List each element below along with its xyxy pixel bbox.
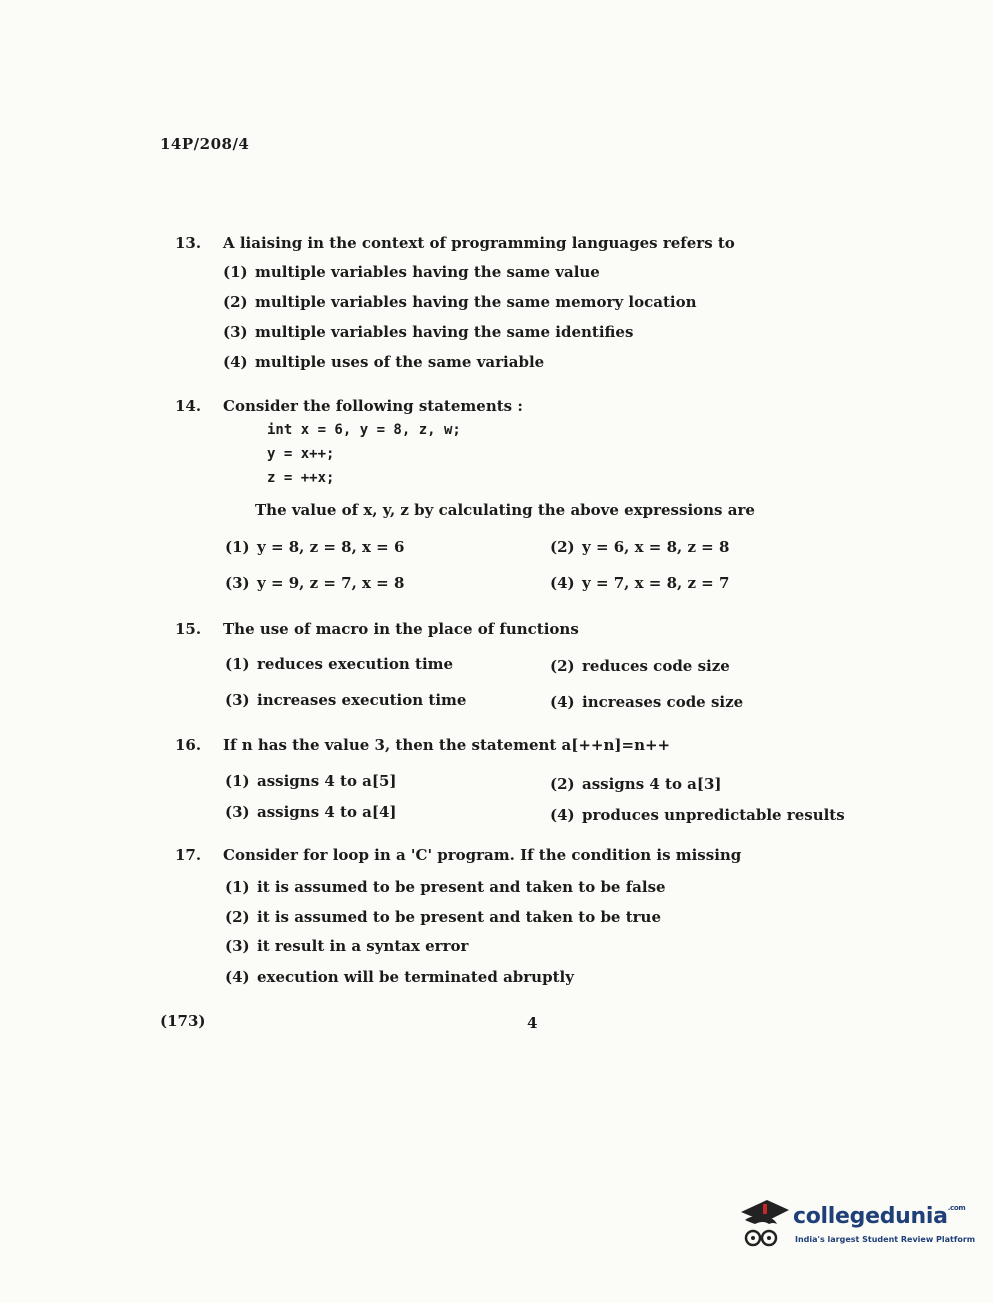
option-4: (4) execution will be terminated abruptly xyxy=(225,968,574,986)
option-3: (3) it result in a syntax error xyxy=(225,937,469,955)
question-followup: The value of x, y, z by calculating the above expressions are xyxy=(255,501,755,519)
option-2: (2) it is assumed to be present and taken to be true xyxy=(225,908,661,926)
page-number: 4 xyxy=(527,1014,538,1032)
code-line-3: z = ++x; xyxy=(267,470,335,486)
option-1: (1) it is assumed to be present and taken to be false xyxy=(225,878,666,896)
code-line-1: int x = 6, y = 8, z, w; xyxy=(267,422,461,438)
option-2: (2) reduces code size xyxy=(550,657,730,675)
logo-tagline: India's largest Student Review Platform xyxy=(795,1235,976,1244)
option-3: (3) increases execution time xyxy=(225,691,467,709)
option-4: (4) produces unpredictable results xyxy=(550,806,845,824)
option-3: (3) y = 9, z = 7, x = 8 xyxy=(225,574,405,592)
question-text: The use of macro in the place of functions xyxy=(223,620,579,638)
logo-wordmark: collegedunia$^{.com}$ xyxy=(793,1204,966,1229)
question-text: If n has the value 3, then the statement a[++n]=n++ xyxy=(223,736,671,754)
footer-code: (173) xyxy=(160,1012,206,1030)
question-number: 15. xyxy=(175,620,202,638)
option-2: (2) y = 6, x = 8, z = 8 xyxy=(550,538,730,556)
option-1: (1) y = 8, z = 8, x = 6 xyxy=(225,538,405,556)
question-number: 16. xyxy=(175,736,202,754)
code-line-2: y = x++; xyxy=(267,446,335,462)
option-1: (1) assigns 4 to a[5] xyxy=(225,772,397,790)
option-2: (2) assigns 4 to a[3] xyxy=(550,775,722,793)
option-4: (4) y = 7, x = 8, z = 7 xyxy=(550,574,730,592)
option-1: (1) reduces execution time xyxy=(225,655,454,673)
question-text: Consider for loop in a 'C' program. If the condition is missing xyxy=(223,846,742,864)
option-3: (3) multiple variables having the same identifies xyxy=(223,323,634,341)
question-number: 14. xyxy=(175,397,202,415)
question-number: 17. xyxy=(175,846,202,864)
question-text: A liaising in the context of programming languages refers to xyxy=(223,234,735,252)
question-number: 13. xyxy=(175,234,202,252)
question-text: Consider the following statements : xyxy=(223,397,523,415)
collegedunia-logo xyxy=(735,1198,976,1258)
option-1: (1) multiple variables having the same value xyxy=(223,263,600,281)
option-3: (3) assigns 4 to a[4] xyxy=(225,803,397,821)
document-code: 14P/208/4 xyxy=(160,135,250,153)
option-4: (4) multiple uses of the same variable xyxy=(223,353,545,371)
option-4: (4) increases code size xyxy=(550,693,744,711)
student-mascot-icon xyxy=(735,1198,791,1256)
option-2: (2) multiple variables having the same memory location xyxy=(223,293,697,311)
